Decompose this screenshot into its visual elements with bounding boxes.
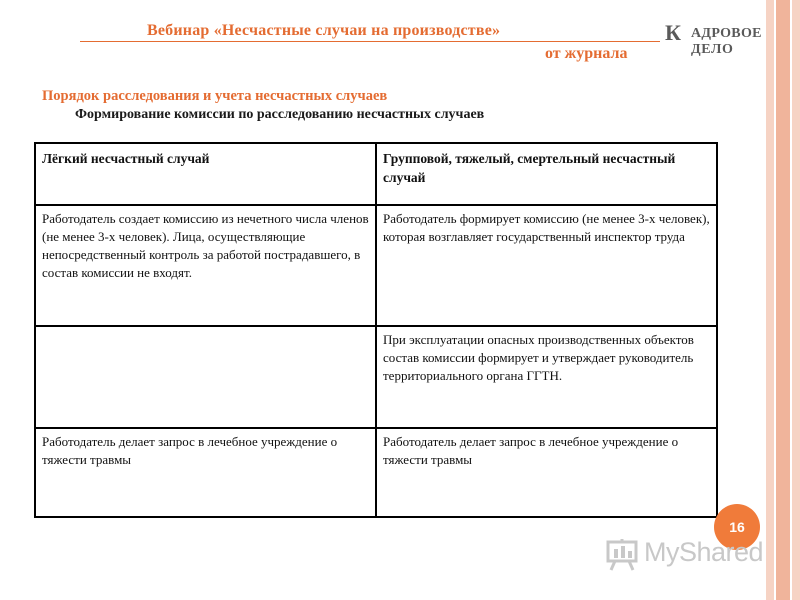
section-title: Порядок расследования и учета несчастных случаев [42,88,388,104]
header-cell-light-accident: Лёгкий несчастный случай [35,143,376,205]
table-cell: Работодатель создает комиссию из нечетного числа членов (не менее 3-х человек). Лица, осуществляющие непосредственный контроль за работой пострадавшего, в состав комиссии не входят. [35,205,376,326]
presentation-board-icon [606,539,640,571]
table-cell: Работодатель делает запрос в лечебное учреждение о тяжести травмы [376,428,717,517]
logo-line-2: ДЕЛО [691,42,734,57]
logo-initial: К [665,20,681,45]
decor-stripe-3 [776,0,790,600]
page-number-badge: 16 [714,504,760,550]
decor-stripe-1 [766,0,774,600]
table-cell: При эксплуатации опасных производственных объектов состав комиссии формирует и утверждает руководитель территориального органа ГГТН. [376,326,717,428]
table-row [35,205,717,326]
table-row [35,428,717,517]
table-row [35,326,717,428]
commission-table [34,142,718,518]
header-rule [80,41,660,42]
logo-line-1: АДРОВОЕ [691,26,762,41]
watermark-text: MyShared [644,537,764,567]
table-cell: Работодатель формирует комиссию (не менее 3-х человек), которая возглавляет государственный инспектор труда [376,205,717,326]
header-cell-severe-accident: Групповой, тяжелый, смертельный несчастный случай [376,143,717,205]
table-header-row [35,143,717,205]
myshared-watermark [606,537,766,571]
webinar-title: Вебинар «Несчастные случаи на производстве» [147,22,501,39]
webinar-subtitle: от журнала [545,45,628,62]
table-cell [35,326,376,428]
section-subtitle: Формирование комиссии по расследованию несчастных случаев [75,107,485,122]
kadrovoe-delo-logo [665,20,760,62]
decor-stripe-5 [792,0,800,600]
table-cell: Работодатель делает запрос в лечебное учреждение о тяжести травмы [35,428,376,517]
